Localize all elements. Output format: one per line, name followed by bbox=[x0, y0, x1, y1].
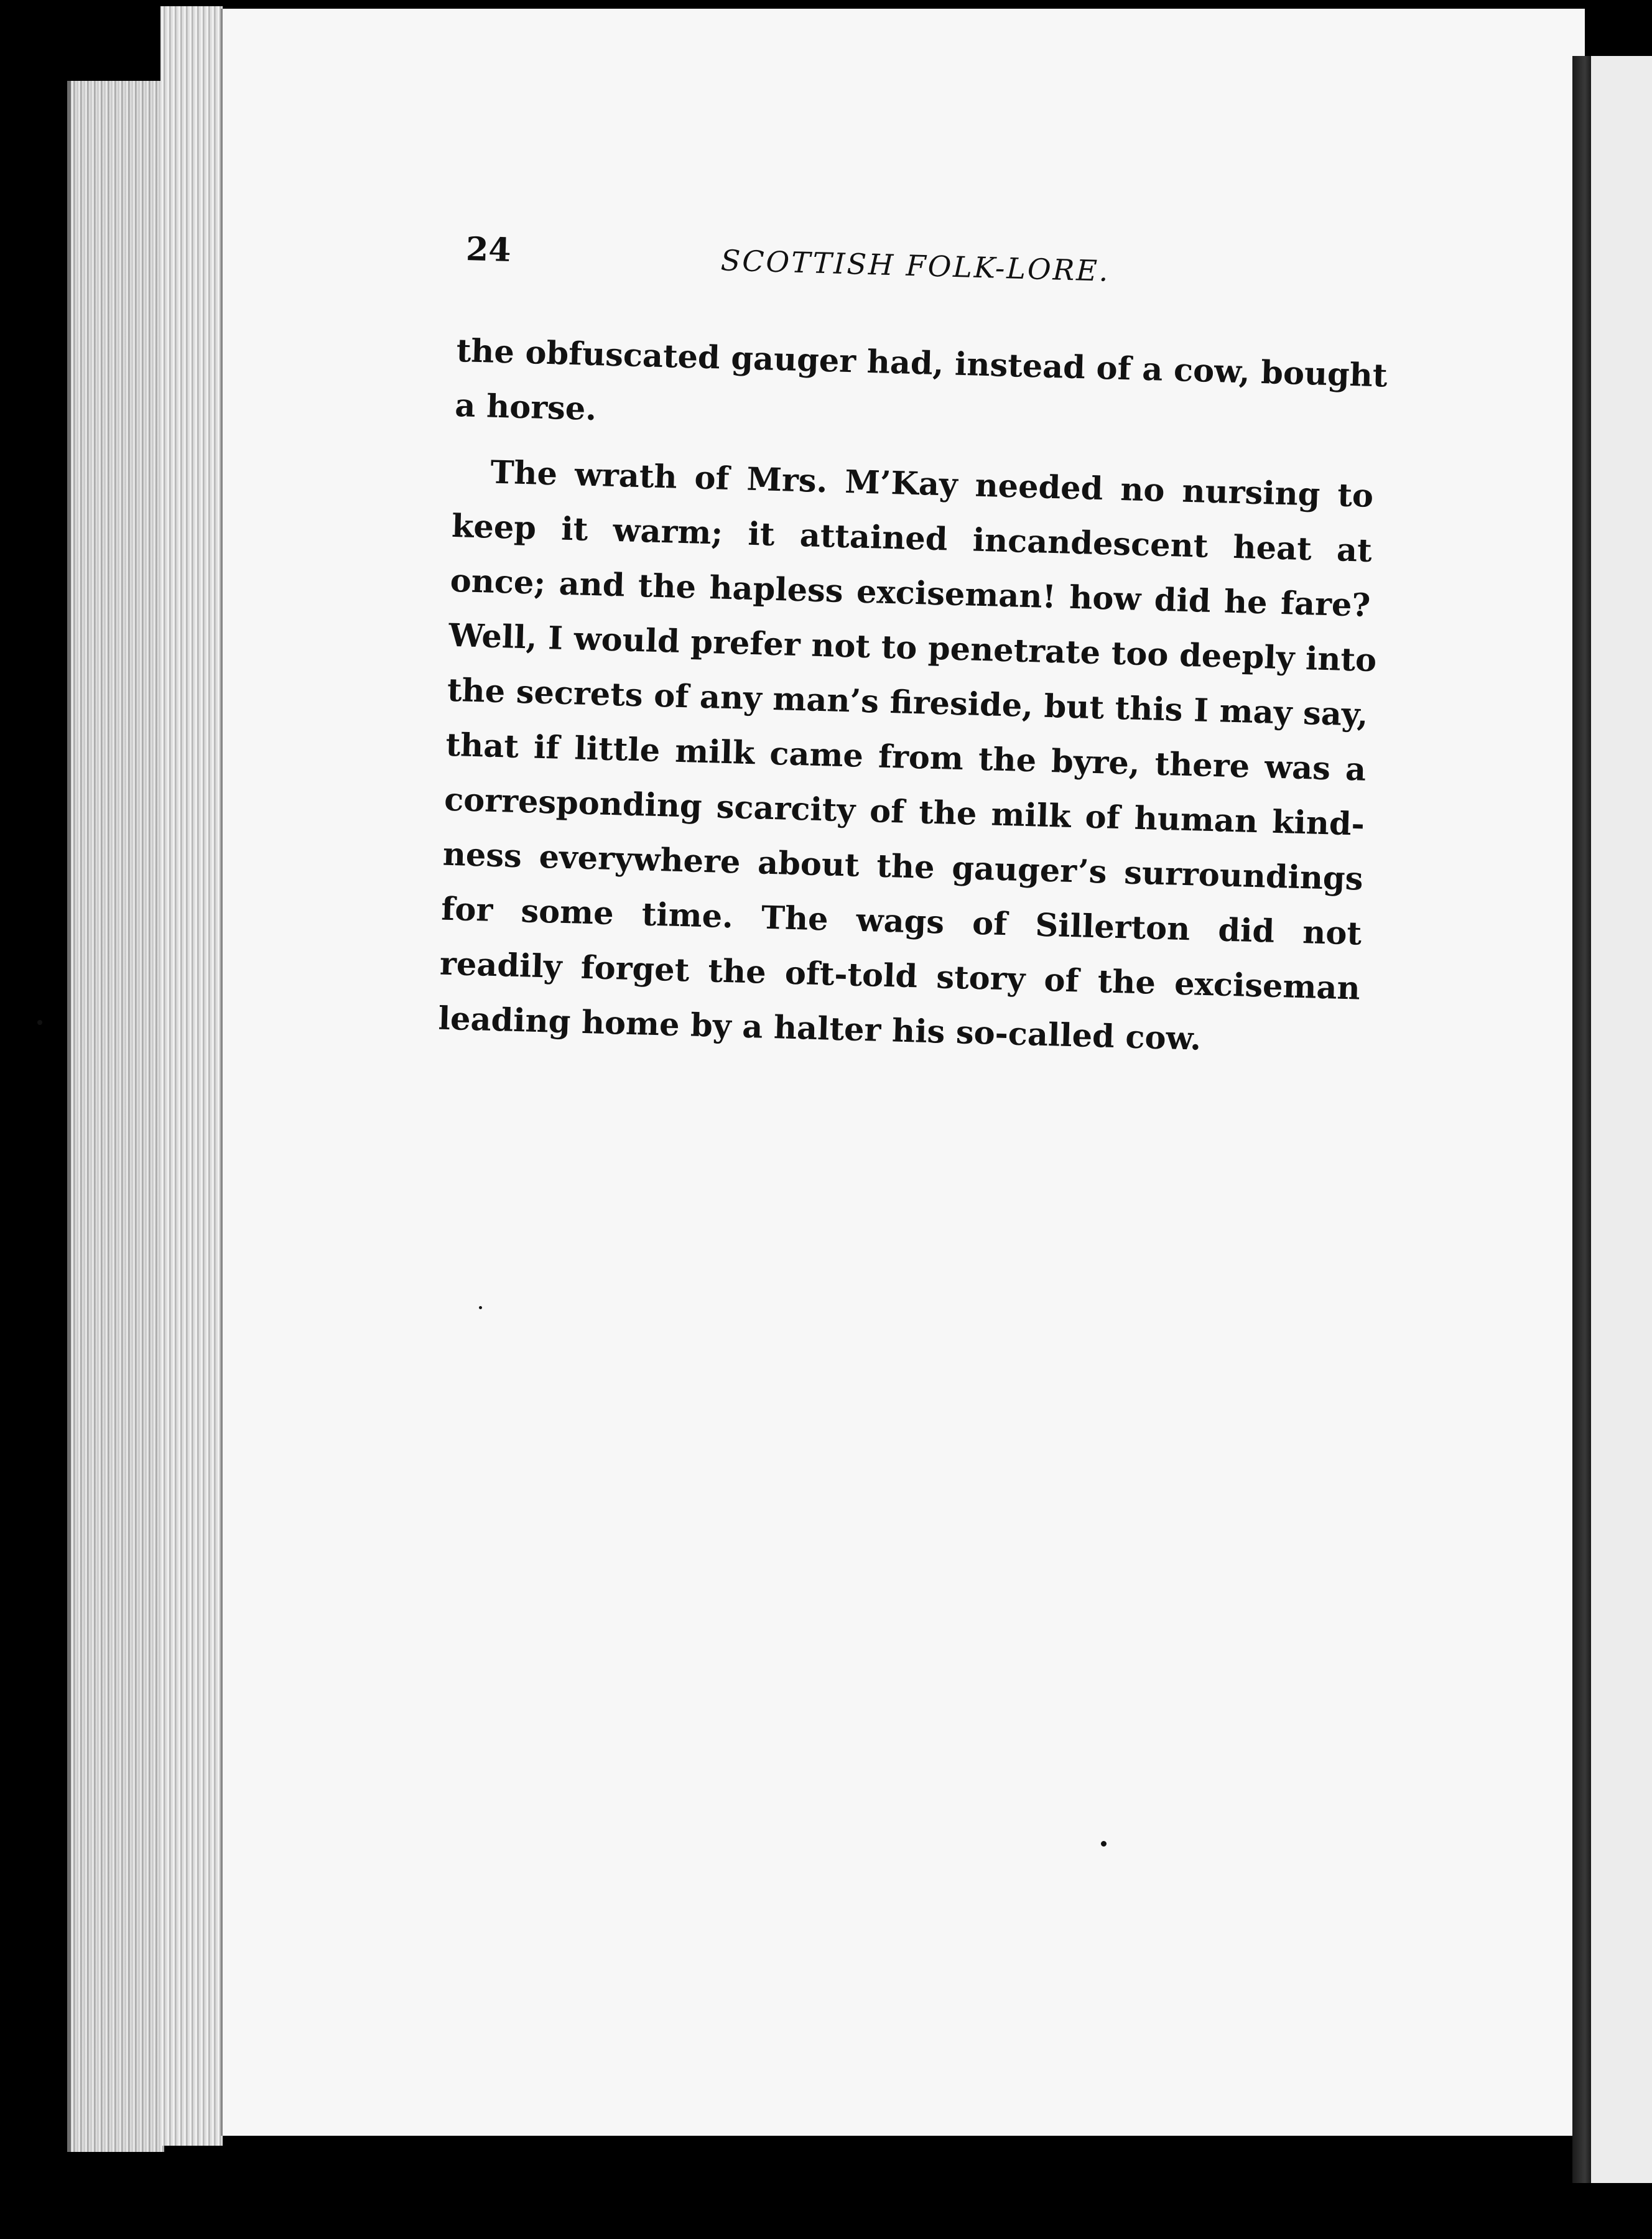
text-line: Well, I would prefer not to penetrate too deeply into bbox=[448, 616, 1377, 680]
text-line: the obfuscated gauger had, instead of a cow, bought bbox=[455, 331, 1388, 395]
text-line: a horse. bbox=[454, 386, 597, 429]
page-stack-inner-edge bbox=[160, 6, 223, 2146]
page-number: 24 bbox=[465, 230, 512, 269]
text-line: keep it warm; it attained incandescent heat at bbox=[451, 507, 1373, 570]
text-line: the secrets of any man’s fireside, but this I may say, bbox=[447, 671, 1369, 734]
gutter-shadow bbox=[1572, 56, 1594, 2183]
ink-speck bbox=[479, 1306, 482, 1309]
text-line: for some time. The wags of Sillerton did not bbox=[440, 890, 1362, 953]
ink-speck bbox=[1101, 1841, 1107, 1847]
running-title: SCOTTISH FOLK-LORE. bbox=[720, 243, 1111, 288]
body-text bbox=[437, 323, 1388, 1071]
text-line: readily forget the oft-told story of the exciseman bbox=[439, 945, 1361, 1008]
text-line: that if little milk came from the byre, there was a bbox=[445, 726, 1367, 789]
text-line: corresponding scarcity of the milk of human kind- bbox=[443, 781, 1365, 843]
text-line: once; and the hapless exciseman! how did he fare? bbox=[449, 562, 1371, 624]
page-stack-edge bbox=[67, 81, 164, 2152]
book-page bbox=[221, 9, 1585, 2136]
facing-page-sliver bbox=[1591, 56, 1652, 2183]
text-line: ness everywhere about the gauger’s surroundings bbox=[442, 835, 1364, 898]
text-line: The wrath of Mrs. M’Kay needed no nursing to bbox=[490, 453, 1374, 515]
text-line: leading home by a halter his so-called cow. bbox=[437, 999, 1202, 1058]
ink-speck bbox=[37, 1020, 42, 1025]
